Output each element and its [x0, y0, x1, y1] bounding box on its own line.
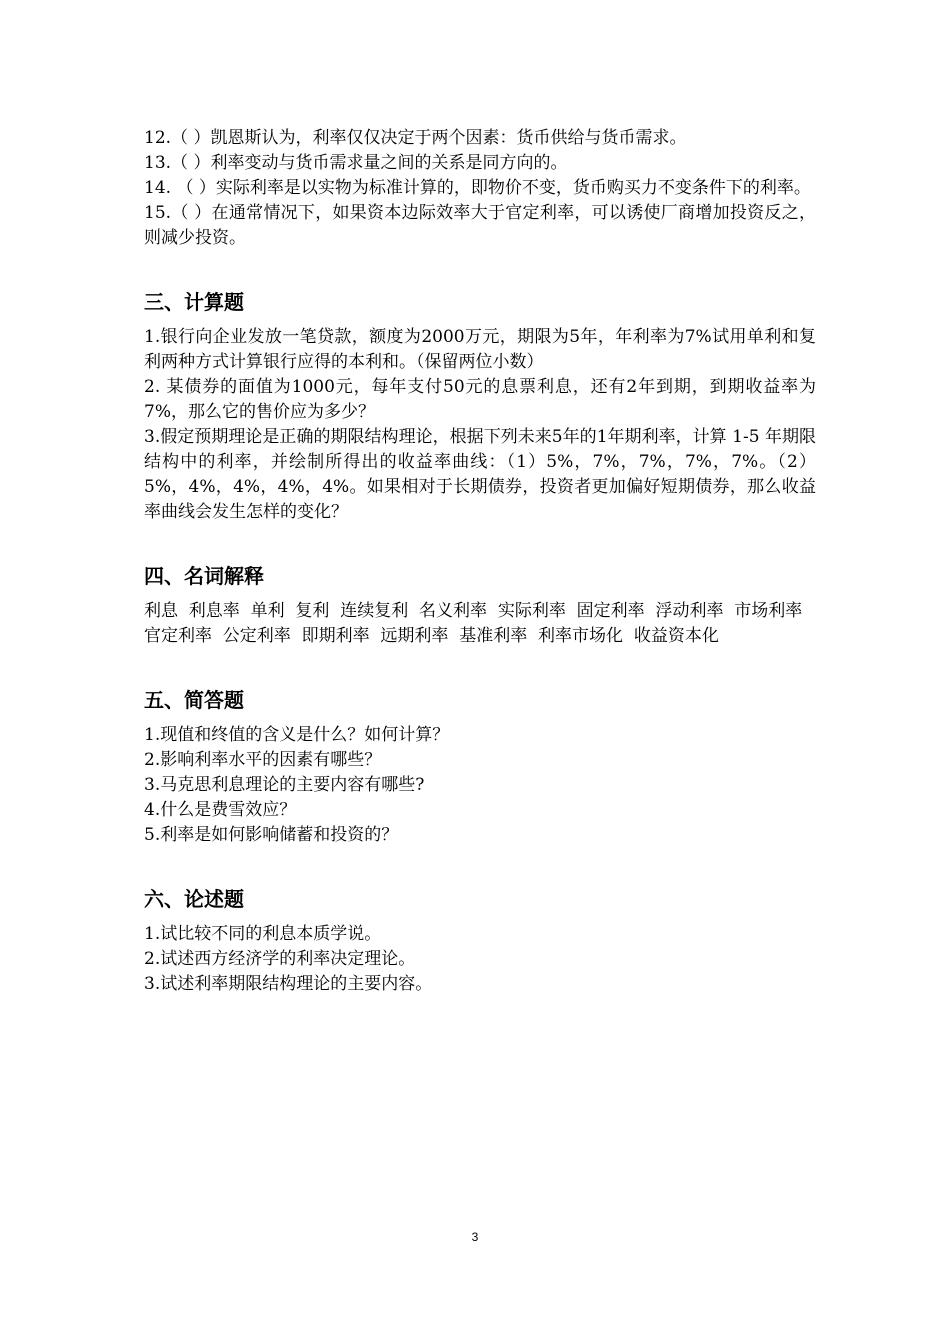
judgement-item-15: 15.（ ）在通常情况下，如果资本边际效率大于官定利率，可以诱使厂商增加投资反之，则减少投资。 — [144, 203, 816, 248]
calculation-section — [144, 287, 816, 525]
judgement-section — [144, 126, 816, 251]
calculation-item-2: 2. 某债券的面值为1000元，每年支付50元的息票利息，还有2年到期，到期收益率为7%，那么它的售价应为多少？ — [144, 377, 816, 422]
terms-list: 利息 利息率 单利 复利 连续复利 名义利率 实际利率 固定利率 浮动利率 市场利率 官定利率 公定利率 即期利率 远期利率 基准利率 利率市场化 收益资本化 — [144, 601, 814, 646]
judgement-item-12: 12.（ ）凯恩斯认为，利率仅仅决定于两个因素：货币供给与货币需求。 — [144, 128, 687, 148]
page-content — [144, 126, 816, 997]
essay-item-1: 1.试比较不同的利息本质学说。 — [144, 924, 382, 944]
judgement-item-14: 14. （ ）实际利率是以实物为标准计算的，即物价不变，货币购买力不变条件下的利率。 — [144, 178, 811, 198]
short-answer-item-1: 1.现值和终值的含义是什么？如何计算？ — [144, 725, 450, 745]
short-answer-item-2: 2.影响利率水平的因素有哪些？ — [144, 750, 382, 770]
short-answer-heading: 五、简答题 — [144, 688, 244, 712]
essay-heading: 六、论述题 — [144, 887, 244, 911]
essay-item-3: 3.试述利率期限结构理论的主要内容。 — [144, 974, 433, 994]
terms-heading: 四、名词解释 — [144, 564, 264, 588]
short-answer-section — [144, 685, 816, 848]
short-answer-item-5: 5.利率是如何影响储蓄和投资的？ — [144, 825, 399, 845]
essay-item-2: 2.试述西方经济学的利率决定理论。 — [144, 949, 416, 969]
calculation-heading: 三、计算题 — [144, 290, 244, 314]
short-answer-item-4: 4.什么是费雪效应？ — [144, 800, 297, 820]
essay-section — [144, 884, 816, 997]
calculation-item-3: 3.假定预期理论是正确的期限结构理论，根据下列未来5年的1年期利率，计算 1-5 年期限结构中的利率，并绘制所得出的收益率曲线：（1）5%，7%，7%，7%，7%。（2）5%，4%，4%，4%，4%。如果相对于长期债券，投资者更加偏好短期债券，那么收益率曲线会发生怎样的变化？ — [144, 427, 816, 522]
judgement-item-13: 13.（ ）利率变动与货币需求量之间的关系是同方向的。 — [144, 153, 568, 173]
short-answer-item-3: 3.马克思利息理论的主要内容有哪些? — [144, 775, 425, 795]
terms-section — [144, 561, 816, 649]
calculation-item-1: 1.银行向企业发放一笔贷款，额度为2000万元，期限为5年，年利率为7%试用单利和复利两种方式计算银行应得的本利和。（保留两位小数） — [144, 327, 816, 372]
page-number: 3 — [471, 1230, 479, 1244]
